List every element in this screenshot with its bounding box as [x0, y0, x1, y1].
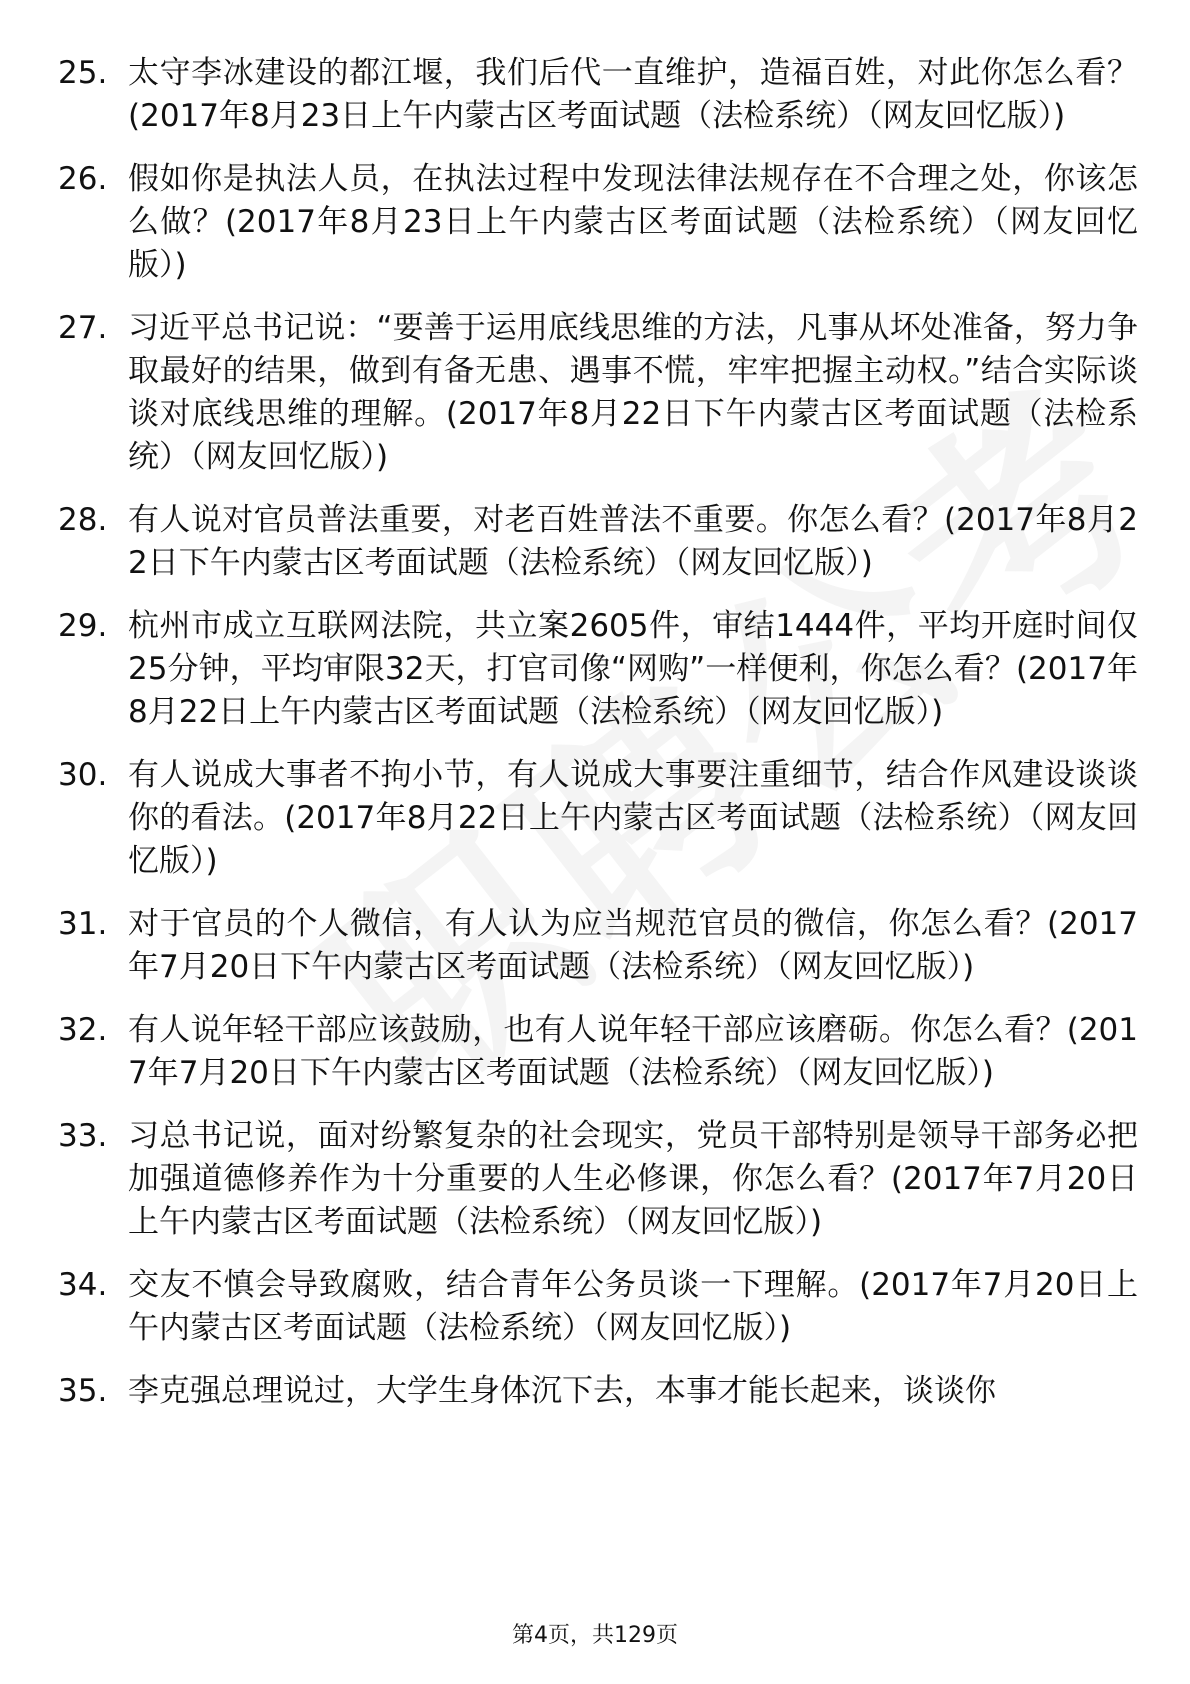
question-text: 习总书记说，面对纷繁复杂的社会现实，党员干部特别是领导干部务必把加强道德修养作为十分重要的人生必修课，你怎么看？(2017年7月20日上午内蒙古区考面试题（法检系统）（网友回忆版）)	[128, 1118, 1138, 1240]
question-text: 杭州市成立互联网法院，共立案2605件，审结1444件，平均开庭时间仅25分钟，平均审限32天，打官司像“网购”一样便利，你怎么看？(2017年8月22日上午内蒙古区考面试题（法检系统）（网友回忆版）)	[128, 608, 1138, 730]
question-number: 33.	[58, 1118, 108, 1154]
question-item-27	[58, 307, 1138, 479]
question-number: 29.	[58, 608, 108, 644]
question-text: 假如你是执法人员，在执法过程中发现法律法规存在不合理之处，你该怎么做？(2017年8月23日上午内蒙古区考面试题（法检系统）（网友回忆版）)	[128, 161, 1138, 283]
question-text: 习近平总书记说：“要善于运用底线思维的方法，凡事从坏处准备，努力争取最好的结果，做到有备无患、遇事不慌，牢牢把握主动权。”结合实际谈谈对底线思维的理解。(2017年8月22日下午内蒙古区考面试题（法检系统）（网友回忆版）)	[128, 310, 1138, 475]
question-number: 34.	[58, 1267, 108, 1303]
question-text: 李克强总理说过，大学生身体沉下去，本事才能长起来，谈谈你	[128, 1373, 996, 1409]
question-number: 31.	[58, 906, 108, 942]
page-footer: 第4页，共129页	[512, 1623, 678, 1648]
question-number: 25.	[58, 55, 108, 91]
question-text: 交友不慎会导致腐败，结合青年公务员谈一下理解。(2017年7月20日上午内蒙古区考面试题（法检系统）（网友回忆版）)	[128, 1267, 1138, 1346]
question-number: 28.	[58, 502, 108, 538]
question-item-25	[58, 52, 1138, 138]
question-item-29	[58, 605, 1138, 734]
question-number: 26.	[58, 161, 108, 197]
question-item-34	[58, 1264, 1138, 1350]
question-text: 有人说对官员普法重要，对老百姓普法不重要。你怎么看？(2017年8月22日下午内蒙古区考面试题（法检系统）（网友回忆版）)	[128, 502, 1138, 581]
question-item-32	[58, 1009, 1138, 1095]
question-number: 27.	[58, 310, 108, 346]
question-number: 32.	[58, 1012, 108, 1048]
question-item-33	[58, 1115, 1138, 1244]
question-text: 有人说成大事者不拘小节，有人说成大事要注重细节，结合作风建设谈谈你的看法。(2017年8月22日上午内蒙古区考面试题（法检系统）（网友回忆版）)	[128, 757, 1138, 879]
question-text: 太守李冰建设的都江堰，我们后代一直维护，造福百姓，对此你怎么看？(2017年8月23日上午内蒙古区考面试题（法检系统）（网友回忆版）)	[128, 55, 1138, 134]
question-item-28	[58, 499, 1138, 585]
question-number: 35.	[58, 1373, 108, 1409]
question-item-26	[58, 158, 1138, 287]
question-list	[58, 52, 1138, 1433]
question-text: 有人说年轻干部应该鼓励，也有人说年轻干部应该磨砺。你怎么看？(2017年7月20日下午内蒙古区考面试题（法检系统）（网友回忆版）)	[128, 1012, 1138, 1091]
question-item-31	[58, 903, 1138, 989]
question-text: 对于官员的个人微信，有人认为应当规范官员的微信，你怎么看？(2017年7月20日下午内蒙古区考面试题（法检系统）（网友回忆版）)	[128, 906, 1138, 985]
question-item-30	[58, 754, 1138, 883]
question-item-35	[58, 1370, 1138, 1413]
question-number: 30.	[58, 757, 108, 793]
